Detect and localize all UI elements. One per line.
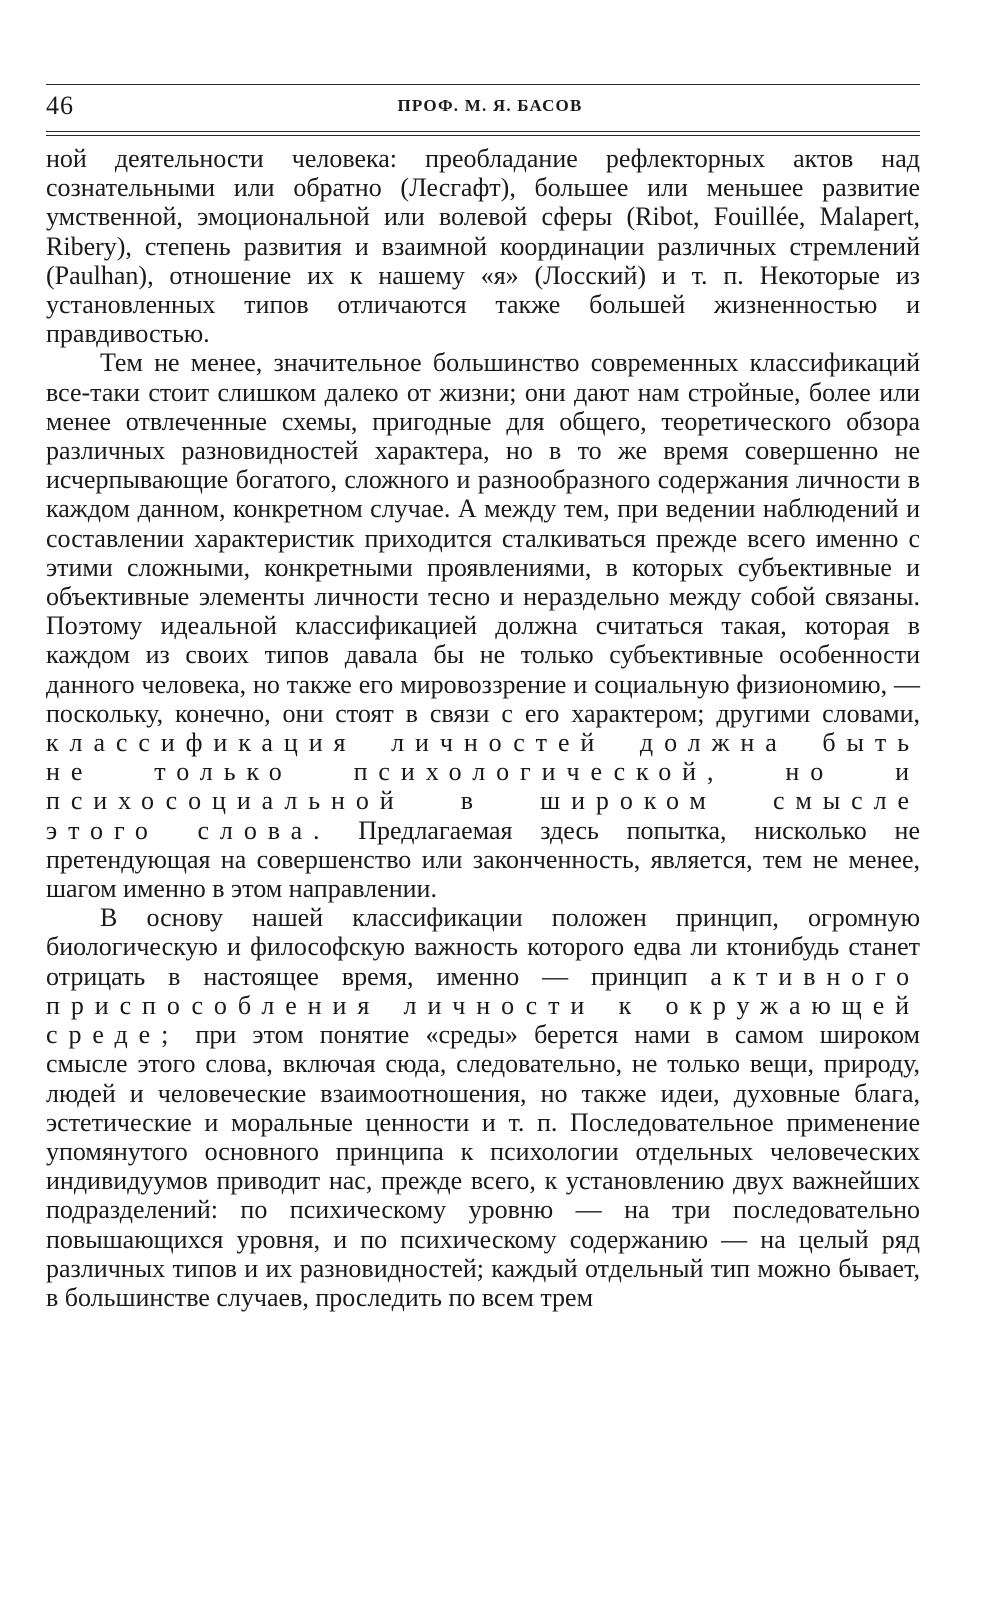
paragraph xyxy=(46,903,920,1312)
spaced-emphasis: активного приспособления личности к окружающей среде; xyxy=(46,961,920,1050)
spaced-emphasis: классификация личностей должна быть не только психологической, но и психосоциальной в широком смысле этого слова. xyxy=(46,728,920,845)
running-title: ПРОФ. М. Я. БАСОВ xyxy=(397,96,583,115)
body-text xyxy=(46,144,920,1312)
header-bottom-rule xyxy=(46,131,920,136)
paragraph-text: ной деятельности человека: преобладание рефлекторных актов над сознательными или обратно (Лесгафт), большее или меньшее развитие умственной, эмоциональной или волевой сферы (Ribot, Fouillée, Malapert, Ribery), степень развития и взаимной координации различных стремлений (Paulhan), отношение их к нашему «я» (Лосский) и т. п. Некоторые из установленных типов отличаются также большей жизненностью и правдивостью. xyxy=(46,144,920,349)
page-number: 46 xyxy=(46,91,74,120)
book-page xyxy=(46,84,920,1312)
paragraph-continued xyxy=(46,144,920,348)
paragraph xyxy=(46,348,920,903)
paragraph-text: Предлагаемая здесь попытка, нисколько не претендующая на совершенство или законченность, является, тем не менее, шагом именно в этом направлении. xyxy=(46,815,920,904)
paragraph-text: при этом понятие «среды» берется нами в самом широком смысле этого слова, включая сюда, следовательно, не только вещи, природу, людей и человеческие взаимоотношения, но также идеи, духовные блага, эстетические и моральные ценности и т. п. Последовательное применение упомянутого основного принципа к психологии отдельных человеческих индивидуумов приводит нас, прежде всего, к установлению двух важнейших подразделений: по психическому уровню — на три последовательно повышающихся уровня, и по психическому содержанию — на целый ряд различных типов и их разновидностей; каждый отдельный тип можно бывает, в большинстве случаев, проследить по всем трем xyxy=(46,1020,920,1312)
paragraph-text: В основу нашей классификации положен принцип, огромную биологическую и философскую важность которого едва ли ктонибудь станет отрицать в настоящее время, именно — принцип xyxy=(46,903,920,991)
running-head xyxy=(46,89,920,131)
header-top-rule xyxy=(46,84,920,85)
paragraph-text: Тем не менее, значительное большинство современных классификаций все-таки стоит слишком далеко от жизни; они дают нам стройные, более или менее отвлеченные схемы, пригодные для общего, теоретического обзора различных разновидностей характера, но в то же время совершенно не исчерпывающие богатого, сложного и разнообразного содержания личности в каждом данном, конкретном случае. А между тем, при ведении наблюдений и составлении характеристик приходится сталкиваться прежде всего именно с этими сложными, конкретными проявлениями, в которых субъективные и объективные элементы личности тесно и нераздельно между собой связаны. Поэтому идеальной классификацией должна считаться такая, которая в каждом из своих типов давала бы не только субъективные особенности данного человека, но также его мировоззрение и социальную физиономию, — поскольку, конечно, они стоят в связи с его характером; другими словами, xyxy=(46,348,920,728)
